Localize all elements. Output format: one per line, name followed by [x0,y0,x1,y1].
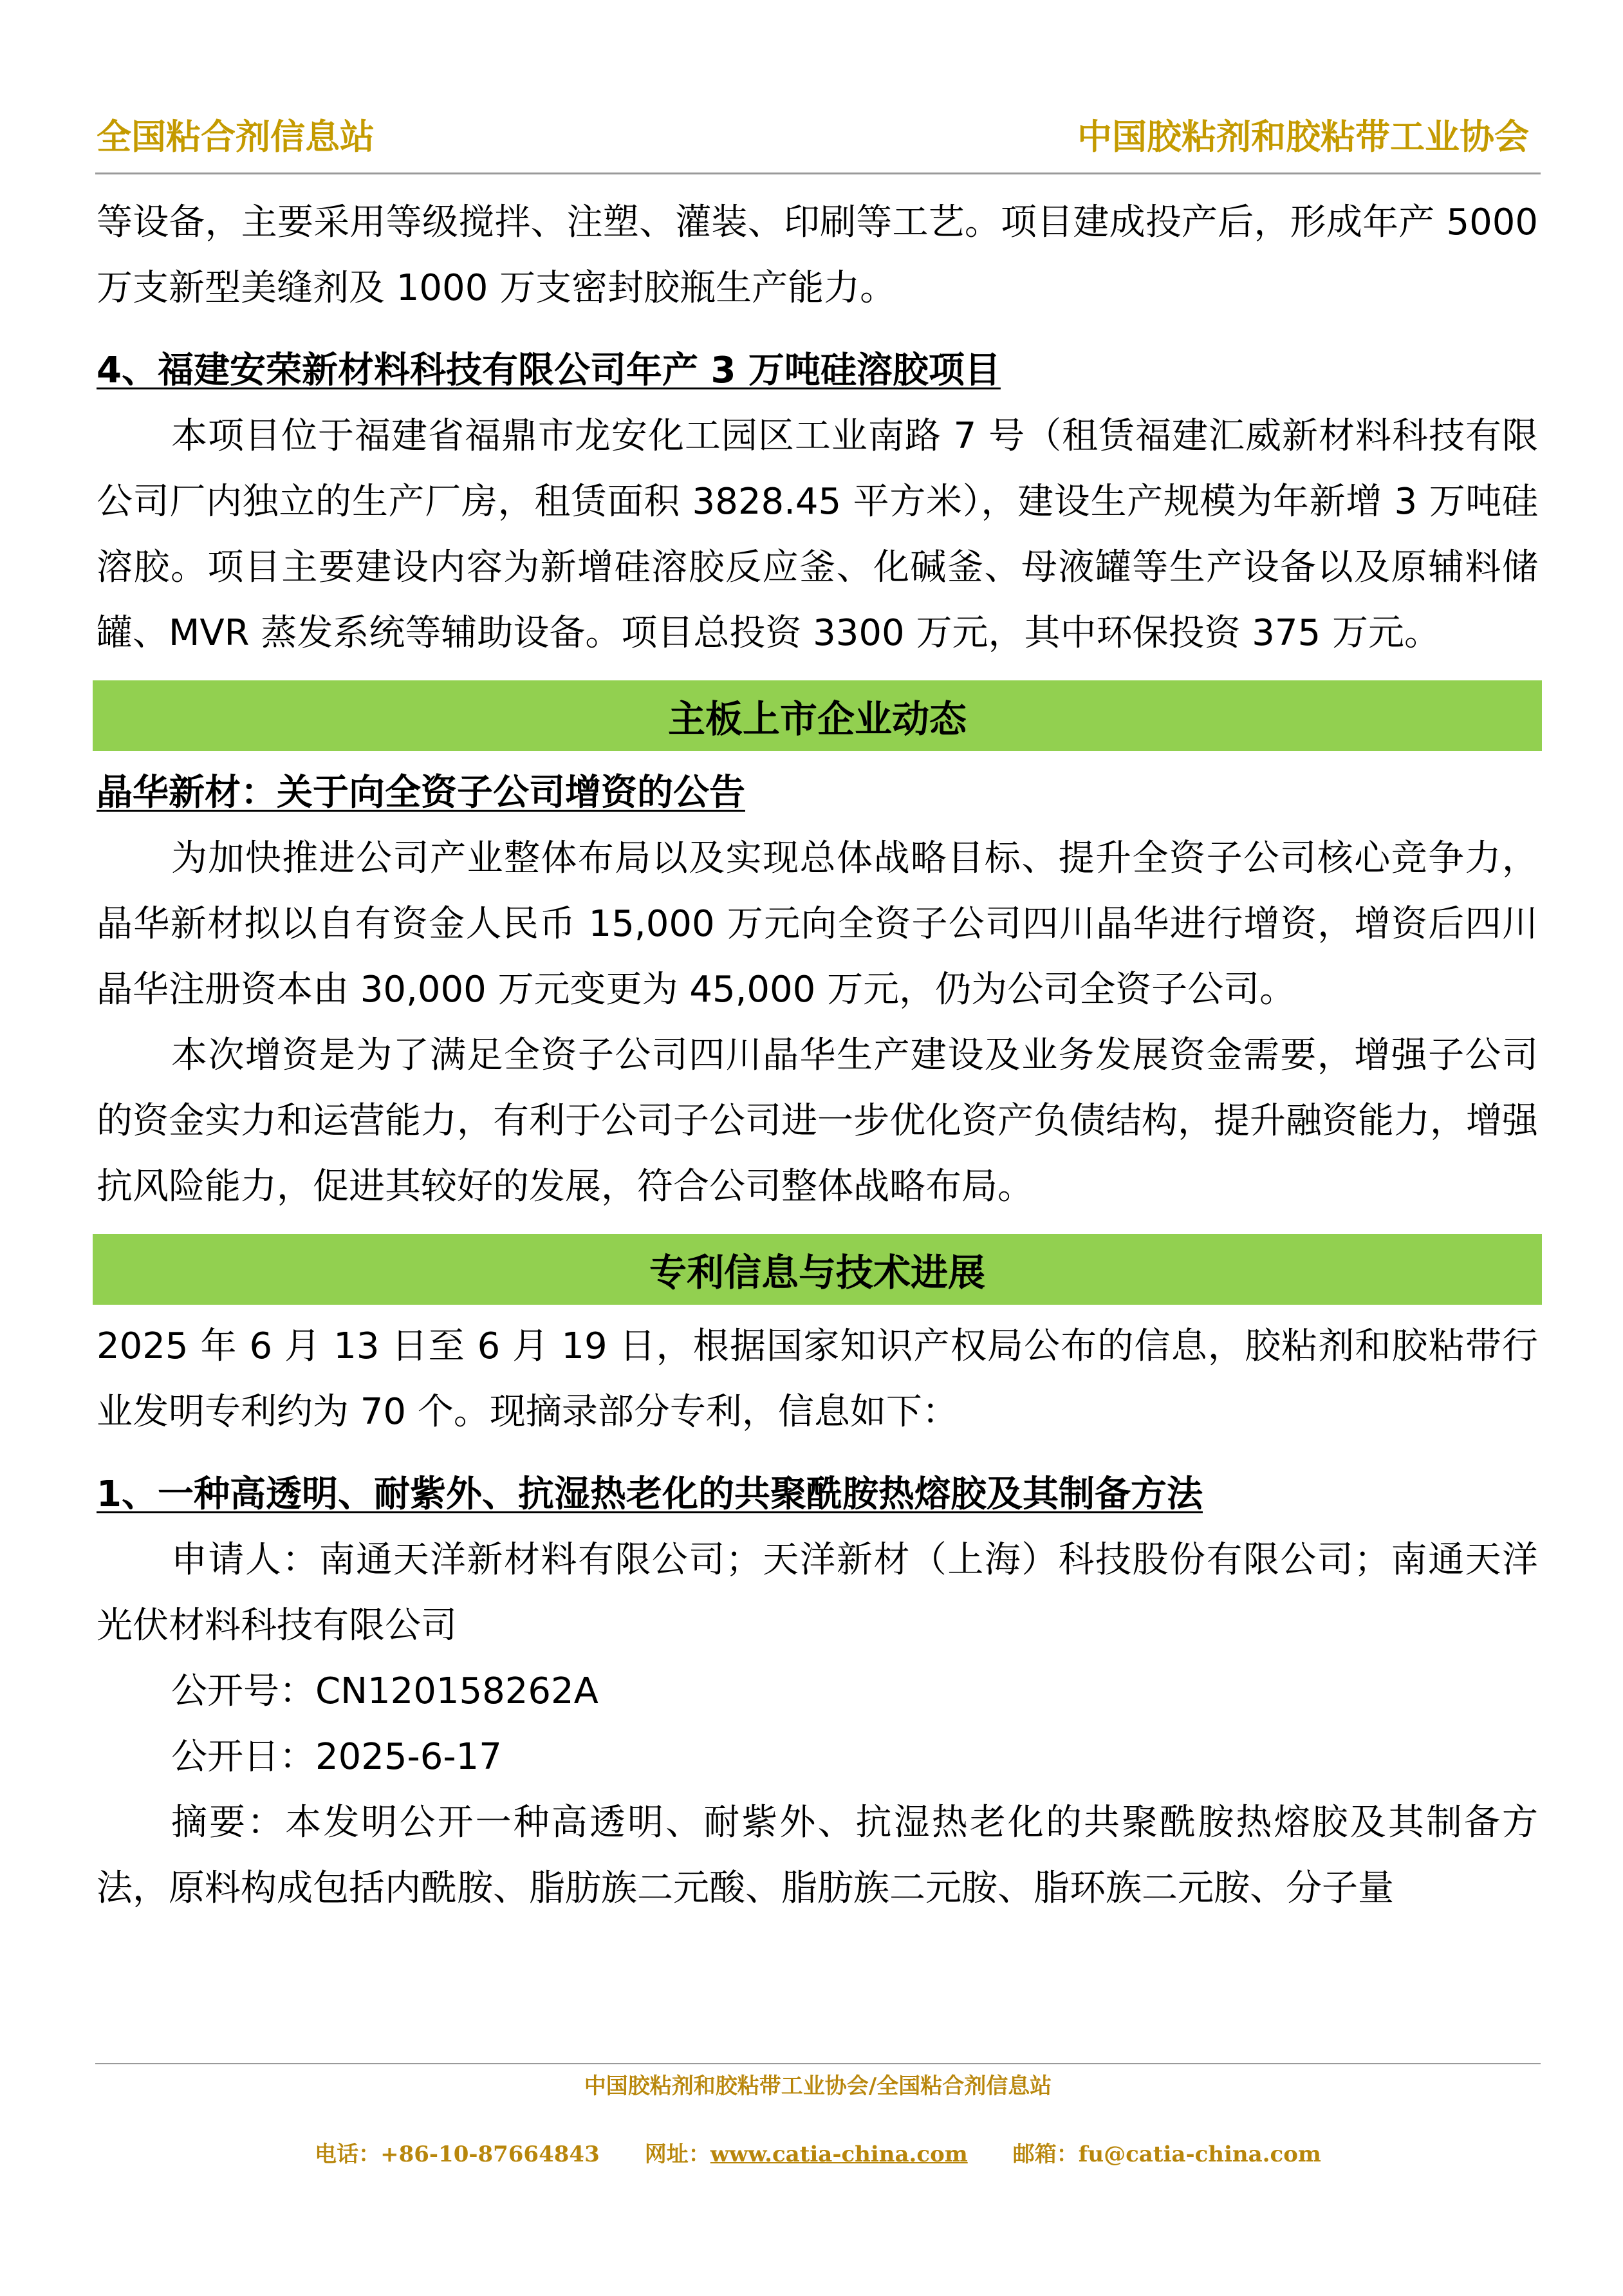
footer-organization: 中国胶粘剂和胶粘带工业协会/全国粘合剂信息站 [584,2073,1052,2099]
listed-article-title: 晶华新材：关于向全资子公司增资的公告 [97,772,745,814]
footer-phone: 电话：+86-10-87664843 [315,2142,600,2167]
page-footer [95,2063,1541,2170]
section-banner-listed [93,680,1542,751]
patent1-applicant: 申请人：南通天洋新材料有限公司；天洋新材（上海）科技股份有限公司；南通天洋光伏材料科技有限公司 [97,1539,1538,1647]
project4-title: 4、福建安荣新材料科技有限公司年产 3 万吨硅溶胶项目 [97,350,1001,391]
page-header [95,113,1541,174]
footer-contact [95,2139,1541,2170]
listed-para-2: 本次增资是为了满足全资子公司四川晶华生产建设及业务发展资金需要，增强子公司的资金实力和运营能力，有利于公司子公司进一步优化资产负债结构，提升融资能力，增强抗风险能力，促进其较好的发展，符合公司整体战略布局。 [97,1034,1538,1208]
patent1-title: 1、一种高透明、耐紫外、抗湿热老化的共聚酰胺热熔胶及其制备方法 [97,1473,1203,1515]
page-content [97,190,1538,1921]
header-association-name: 中国胶粘剂和胶粘带工业协会 [1077,116,1529,157]
patent1-pub-no: 公开号：CN120158262A [171,1670,598,1712]
section-banner-patent-label: 专利信息与技术进展 [649,1251,985,1294]
project4-text: 本项目位于福建省福鼎市龙安化工园区工业南路 7 号（租赁福建汇威新材料科技有限公司厂内独立的生产厂房，租赁面积 3828.45 平方米），建设生产规模为年新增 3 万吨硅溶胶。项目主要建设内容为新增硅溶胶反应釜、化碱釜、母液罐等生产设备以及原辅料储罐、MVR 蒸发系统等辅助设备。项目总投资 3300 万元，其中环保投资 375 万元。 [97,415,1538,654]
footer-email: 邮箱：fu@catia-china.com [1012,2142,1321,2167]
section-banner-patent [93,1234,1542,1305]
footer-website-link[interactable]: www.catia-china.com [710,2142,968,2167]
footer-website-label: 网址： [644,2142,710,2167]
patent1-abstract: 摘要：本发明公开一种高透明、耐紫外、抗湿热老化的共聚酰胺热熔胶及其制备方法，原料构成包括内酰胺、脂肪族二元酸、脂肪族二元胺、脂环族二元胺、分子量 [97,1802,1538,1909]
section-banner-listed-label: 主板上市企业动态 [667,697,967,741]
listed-para-1: 为加快推进公司产业整体布局以及实现总体战略目标、提升全资子公司核心竞争力，晶华新材拟以自有资金人民币 15,000 万元向全资子公司四川晶华进行增资，增资后四川晶华注册资本由 30,000 万元变更为 45,000 万元，仍为公司全资子公司。 [97,837,1538,1011]
patent1-pub-date: 公开日：2025-6-17 [171,1736,502,1778]
patent-intro: 2025 年 6 月 13 日至 6 月 19 日，根据国家知识产权局公布的信息，胶粘剂和胶粘带行业发明专利约为 70 个。现摘录部分专利，信息如下： [97,1325,1538,1433]
header-site-name: 全国粘合剂信息站 [97,116,375,157]
intro-paragraph: 等设备，主要采用等级搅拌、注塑、灌装、印刷等工艺。项目建成投产后，形成年产 5000 万支新型美缝剂及 1000 万支密封胶瓶生产能力。 [97,201,1538,309]
